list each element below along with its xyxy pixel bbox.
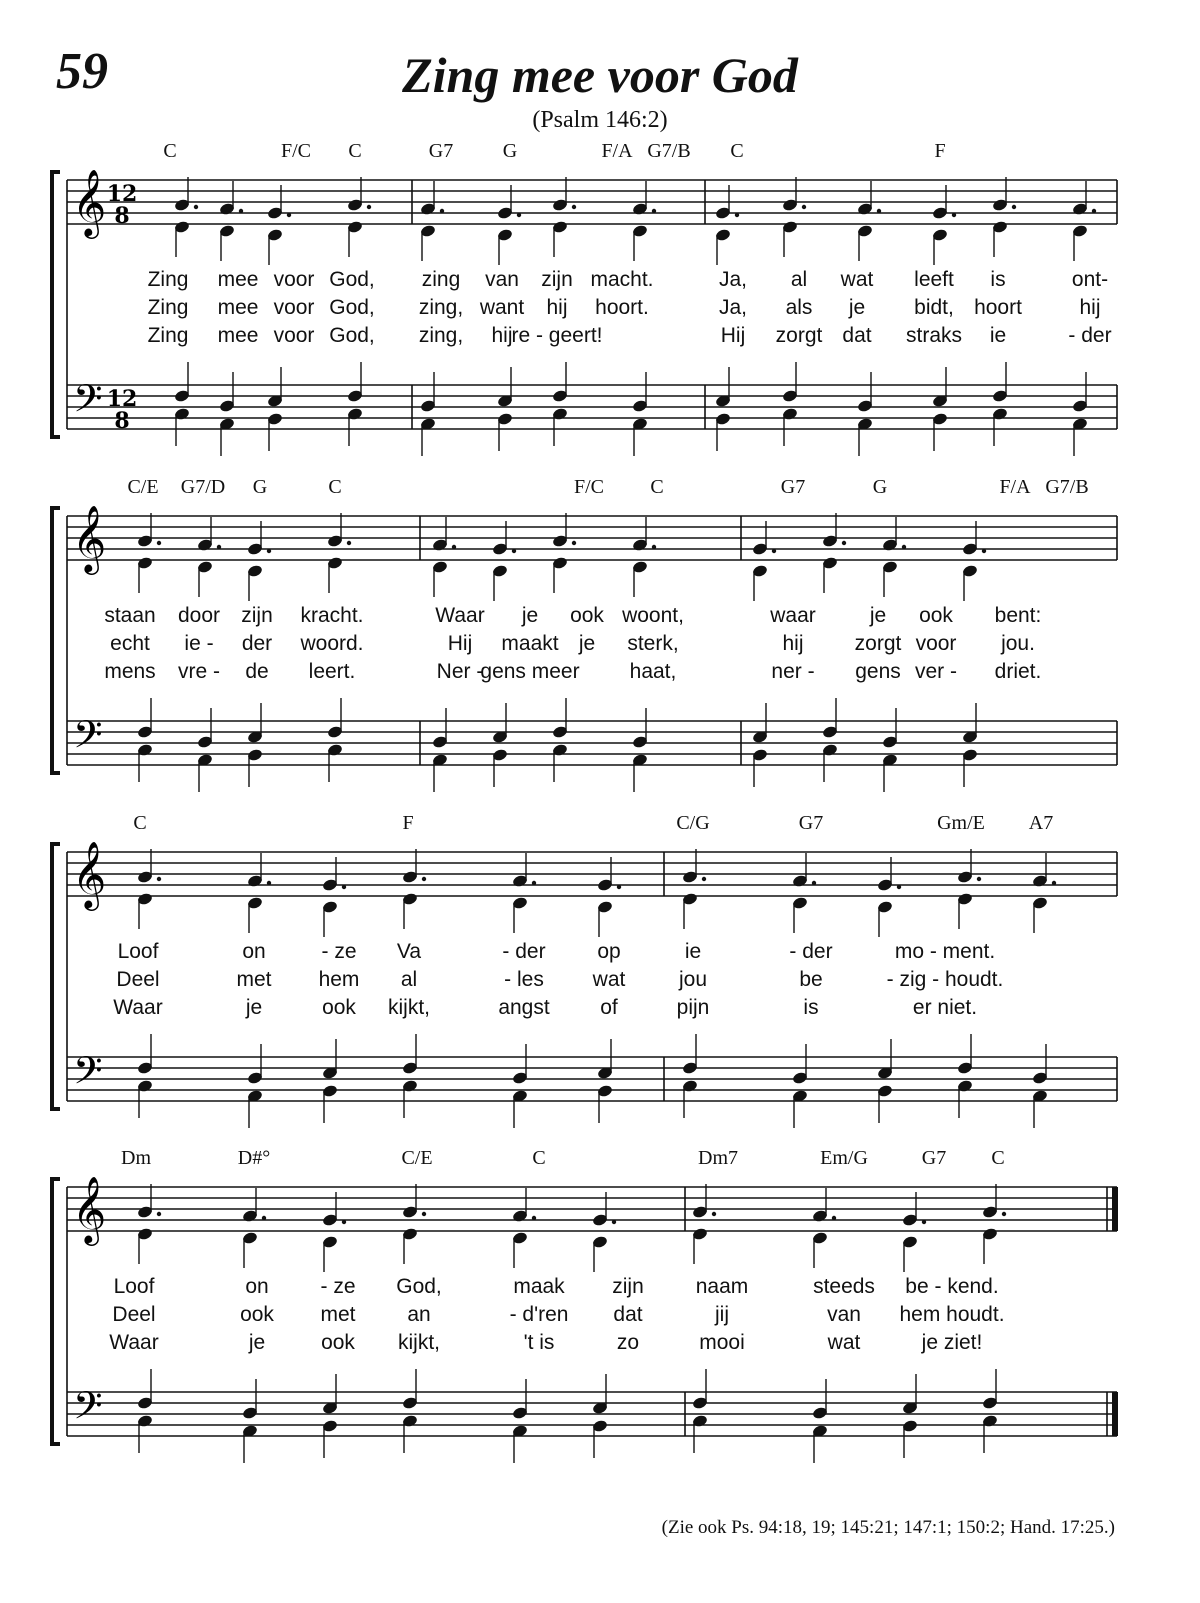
lyric-syllable: zo xyxy=(616,1331,640,1354)
chord-symbol: C xyxy=(730,140,744,162)
time-signature-numerator: 12 xyxy=(106,181,138,207)
lyric-syllable: kijkt, xyxy=(388,996,430,1019)
lyric-syllable: is xyxy=(803,996,819,1019)
lyric-syllable: met xyxy=(236,968,272,991)
lyric-syllable: gens meer xyxy=(480,660,580,683)
lyric-syllable: voor xyxy=(915,632,957,655)
lyric-syllable: Waar xyxy=(113,996,163,1019)
lyric-syllable: on xyxy=(245,1275,269,1298)
verse-1-line xyxy=(0,268,1200,296)
treble-staff xyxy=(67,1187,1117,1231)
hymn-number: 59 xyxy=(56,43,108,100)
chord-symbol: G xyxy=(252,476,268,498)
chord-symbol: Em/G xyxy=(820,1147,868,1169)
lyric-syllable: pijn xyxy=(676,996,710,1019)
chord-symbol: G xyxy=(502,140,518,162)
lyric-syllable: angst xyxy=(498,996,550,1019)
lyric-syllable: Ja, xyxy=(718,268,748,291)
lyric-syllable: mooi xyxy=(699,1331,745,1354)
verse-3-line xyxy=(0,324,1200,352)
verse-2-line xyxy=(0,968,1200,996)
chord-symbol: F/C xyxy=(573,476,605,498)
lyric-syllable: ook xyxy=(919,604,953,627)
lyric-syllable: voor xyxy=(273,324,315,347)
lyric-syllable: hoort. xyxy=(595,296,649,319)
lyric-syllable: Deel xyxy=(116,968,160,991)
lyric-syllable: Loof xyxy=(117,940,159,963)
lyric-syllable: hem xyxy=(318,968,360,991)
chord-symbol: C xyxy=(163,140,177,162)
lyric-syllable: zorgt xyxy=(854,632,902,655)
verse-1-line xyxy=(0,604,1200,632)
lyric-syllable: van xyxy=(827,1303,861,1326)
lyric-syllable: je xyxy=(869,604,887,627)
chord-symbol: G7 xyxy=(780,476,806,498)
music-system xyxy=(0,812,1200,1142)
chord-symbol: Dm7 xyxy=(698,1147,738,1169)
lyric-syllable: ook xyxy=(322,996,356,1019)
lyric-syllable: of xyxy=(600,996,618,1019)
treble-staff xyxy=(67,180,1117,224)
lyric-syllable: - ze xyxy=(321,940,357,963)
bass-clef-icon: 𝄢 xyxy=(73,376,103,430)
lyric-syllable: zijn xyxy=(241,604,273,627)
chord-symbol: F/A xyxy=(999,476,1031,498)
lyric-syllable: je xyxy=(245,996,263,1019)
treble-staff xyxy=(67,852,1117,896)
lyric-syllable: macht. xyxy=(590,268,654,291)
lyric-syllable: je xyxy=(578,632,596,655)
lyric-syllable: ie - xyxy=(184,632,214,655)
chord-symbol: G7/B xyxy=(647,140,691,162)
treble-staff xyxy=(67,516,1117,560)
lyric-syllable: ie xyxy=(989,324,1007,347)
bass-staff xyxy=(67,1392,1117,1436)
lyric-syllable: van xyxy=(485,268,519,291)
lyric-syllable: God, xyxy=(396,1275,442,1298)
chord-symbol: F/A xyxy=(601,140,633,162)
lyric-syllable: der xyxy=(241,632,273,655)
lyric-syllable: Loof xyxy=(113,1275,155,1298)
lyric-syllable: - der xyxy=(1068,324,1112,347)
lyric-syllable: - d'ren xyxy=(509,1303,569,1326)
bass-staff xyxy=(67,721,1117,765)
lyric-syllable: wat xyxy=(592,968,626,991)
music-system xyxy=(0,140,1200,470)
chord-symbol: G xyxy=(872,476,888,498)
lyric-syllable: Ner - xyxy=(436,660,484,683)
lyric-syllable: zing, xyxy=(418,324,464,347)
lyric-syllable: - les xyxy=(504,968,544,991)
lyric-syllable: Va xyxy=(396,940,422,963)
lyric-syllable: mee xyxy=(217,324,259,347)
chord-symbol: C xyxy=(650,476,664,498)
lyric-syllable: mo - ment. xyxy=(894,940,996,963)
music-system xyxy=(0,476,1200,806)
lyric-syllable: hem houdt. xyxy=(899,1303,1005,1326)
lyric-syllable: ook xyxy=(240,1303,274,1326)
lyric-syllable: ook xyxy=(321,1331,355,1354)
lyric-syllable: hij xyxy=(1079,296,1101,319)
lyric-syllable: bidt, xyxy=(914,296,954,319)
treble-clef-icon: 𝄞 xyxy=(72,1175,107,1243)
lyric-syllable: op xyxy=(597,940,621,963)
chord-symbol: G7/B xyxy=(1045,476,1089,498)
lyric-syllable: haat, xyxy=(629,660,677,683)
lyric-syllable: vre - xyxy=(178,660,220,683)
chord-symbol: G7/D xyxy=(180,476,226,498)
lyric-syllable: Ja, xyxy=(718,296,748,319)
verse-2-line xyxy=(0,632,1200,660)
lyric-syllable: - der xyxy=(502,940,546,963)
chord-symbol: Gm/E xyxy=(937,812,985,834)
lyric-syllable: be - kend. xyxy=(905,1275,999,1298)
treble-clef-icon: 𝄞 xyxy=(72,168,107,236)
lyric-syllable: want xyxy=(479,296,525,319)
hymn-title: Zing mee voor God xyxy=(402,47,798,103)
chord-symbol: C xyxy=(532,1147,546,1169)
lyric-syllable: wat xyxy=(840,268,874,291)
lyric-syllable: hij xyxy=(546,296,568,319)
chord-symbol: Dm xyxy=(121,1147,151,1169)
lyric-syllable: kijkt, xyxy=(398,1331,440,1354)
lyric-syllable: be xyxy=(799,968,823,991)
chord-symbol: F xyxy=(934,140,946,162)
lyric-syllable: driet. xyxy=(994,660,1042,683)
lyric-syllable: ner - xyxy=(771,660,815,683)
chord-symbol: F xyxy=(402,812,414,834)
lyric-syllable: wat xyxy=(827,1331,861,1354)
lyric-syllable: mee xyxy=(217,296,259,319)
bass-clef-icon: 𝄢 xyxy=(73,712,103,766)
lyric-syllable: mee xyxy=(217,268,259,291)
lyric-syllable: - zig - houdt. xyxy=(886,968,1004,991)
lyric-syllable: Hij xyxy=(447,632,473,655)
lyric-syllable: God, xyxy=(329,324,375,347)
lyric-syllable: zing xyxy=(421,268,461,291)
lyric-syllable: naam xyxy=(695,1275,749,1298)
chord-symbol: A7 xyxy=(1028,812,1054,834)
lyric-syllable: Hij xyxy=(720,324,746,347)
verse-3-line xyxy=(0,1331,1200,1359)
lyric-syllable: zijn xyxy=(612,1275,644,1298)
lyric-syllable: ook xyxy=(570,604,604,627)
lyric-syllable: zorgt xyxy=(775,324,823,347)
lyric-syllable: hij xyxy=(782,632,804,655)
lyric-syllable: is xyxy=(990,268,1006,291)
chord-symbol: C xyxy=(991,1147,1005,1169)
chord-symbol: F/C xyxy=(280,140,312,162)
lyric-syllable: voor xyxy=(273,268,315,291)
verse-1-line xyxy=(0,940,1200,968)
chord-symbol: G7 xyxy=(921,1147,947,1169)
chord-symbol: G7 xyxy=(428,140,454,162)
lyric-syllable: Zing xyxy=(147,268,189,291)
lyric-syllable: an xyxy=(407,1303,431,1326)
lyric-syllable: hij xyxy=(491,324,513,347)
lyric-syllable: waar xyxy=(770,604,816,627)
treble-clef-icon: 𝄞 xyxy=(72,504,107,572)
lyric-syllable: Waar xyxy=(109,1331,159,1354)
lyric-syllable: hoort xyxy=(974,296,1022,319)
chord-symbol: C/E xyxy=(127,476,159,498)
lyric-syllable: kracht. xyxy=(300,604,364,627)
lyric-syllable: door xyxy=(177,604,221,627)
lyric-syllable: woont, xyxy=(622,604,684,627)
lyric-syllable: je ziet! xyxy=(921,1331,983,1354)
lyric-syllable: mens xyxy=(104,660,156,683)
lyric-syllable: ver - xyxy=(915,660,957,683)
chord-symbol: D#° xyxy=(237,1147,271,1169)
lyric-syllable: echt xyxy=(110,632,150,655)
lyric-syllable: staan xyxy=(104,604,156,627)
verse-1-line xyxy=(0,1275,1200,1303)
lyric-syllable: on xyxy=(242,940,266,963)
lyric-syllable: God, xyxy=(329,296,375,319)
lyric-syllable: dat xyxy=(613,1303,643,1326)
lyric-syllable: leeft xyxy=(914,268,954,291)
lyric-syllable: al xyxy=(790,268,808,291)
lyric-syllable: - der xyxy=(789,940,833,963)
lyric-syllable: je xyxy=(248,1331,266,1354)
lyric-syllable: ont- xyxy=(1071,268,1109,291)
bass-clef-icon: 𝄢 xyxy=(73,1383,103,1437)
lyric-syllable: zing, xyxy=(418,296,464,319)
verse-2-line xyxy=(0,1303,1200,1331)
lyric-syllable: al xyxy=(400,968,418,991)
lyric-syllable: sterk, xyxy=(627,632,679,655)
chord-symbol: G7 xyxy=(798,812,824,834)
lyric-syllable: Waar xyxy=(435,604,485,627)
lyric-syllable: straks xyxy=(905,324,963,347)
verse-2-line xyxy=(0,296,1200,324)
verse-3-line xyxy=(0,996,1200,1024)
lyric-syllable: bent: xyxy=(994,604,1042,627)
lyric-syllable: met xyxy=(320,1303,356,1326)
lyric-syllable: ie xyxy=(684,940,702,963)
chord-symbol: C xyxy=(133,812,147,834)
lyric-syllable: zijn xyxy=(541,268,573,291)
time-signature-denominator: 8 xyxy=(114,203,130,229)
music-system xyxy=(0,1147,1200,1477)
lyric-syllable: de xyxy=(245,660,269,683)
chord-symbol: C/E xyxy=(401,1147,433,1169)
lyric-syllable: gens xyxy=(855,660,901,683)
lyric-syllable: als xyxy=(785,296,813,319)
lyric-syllable: Zing xyxy=(147,296,189,319)
footnote: (Zie ook Ps. 94:18, 19; 145:21; 147:1; 150:2; Hand. 17:25.) xyxy=(661,1517,1115,1538)
bass-clef-icon: 𝄢 xyxy=(73,1048,103,1102)
lyric-syllable: voor xyxy=(273,296,315,319)
lyric-syllable: jou. xyxy=(1001,632,1035,655)
lyric-syllable: jou xyxy=(678,968,708,991)
lyric-syllable: God, xyxy=(329,268,375,291)
lyric-syllable: re - geert! xyxy=(511,324,603,347)
time-signature-denominator: 8 xyxy=(114,408,130,434)
chord-symbol: C xyxy=(328,476,342,498)
lyric-syllable: Zing xyxy=(147,324,189,347)
lyric-syllable: steeds xyxy=(813,1275,875,1298)
scripture-reference: (Psalm 146:2) xyxy=(532,107,668,133)
lyric-syllable: Deel xyxy=(112,1303,156,1326)
lyric-syllable: maak xyxy=(513,1275,565,1298)
lyric-syllable: leert. xyxy=(308,660,356,683)
treble-clef-icon: 𝄞 xyxy=(72,840,107,908)
lyric-syllable: je xyxy=(521,604,539,627)
lyric-syllable: - ze xyxy=(320,1275,356,1298)
lyric-syllable: woord. xyxy=(300,632,364,655)
lyric-syllable: 't is xyxy=(523,1331,555,1354)
lyric-syllable: er niet. xyxy=(912,996,978,1019)
chord-symbol: C xyxy=(348,140,362,162)
time-signature-numerator: 12 xyxy=(106,386,138,412)
chord-symbol: C/G xyxy=(676,812,710,834)
lyric-syllable: je xyxy=(848,296,866,319)
lyric-syllable: dat xyxy=(842,324,872,347)
lyric-syllable: maakt xyxy=(501,632,559,655)
verse-3-line xyxy=(0,660,1200,688)
lyric-syllable: jij xyxy=(715,1303,729,1326)
